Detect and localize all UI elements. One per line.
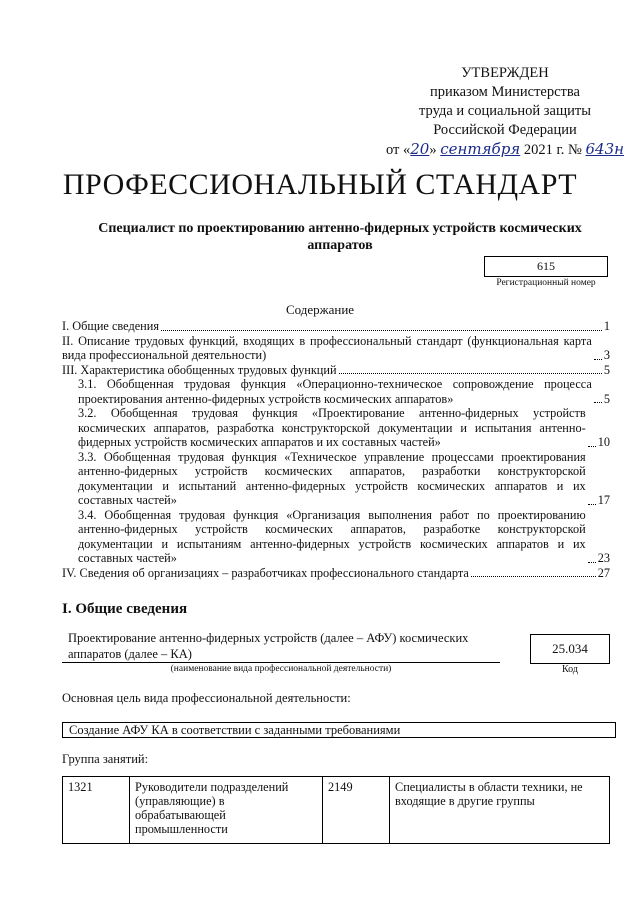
approval-number: 643н [585,140,625,158]
approval-year: 2021 г. № [523,142,582,158]
approval-line1: УТВЕРЖДЕН [461,65,549,81]
toc-heading: Содержание [285,302,355,317]
activity-underline [62,662,500,663]
approval-line4: Российской Федерации [433,122,577,138]
approval-line2: приказом Министерства [430,84,580,100]
table-of-contents [62,319,610,580]
toc-entry[interactable]: 3.4. Обобщенная трудовая функция «Организация выполнения работ по проектированию антенно-фидерных устройств космических аппаратов, разработке конструкторской документации и испытаниям антенно-фидерных устройств космических аппаратов и их составных частей» 23 [78,507,610,565]
section-heading: I. Общие сведения [62,601,188,617]
group-code: 2149 [323,777,390,844]
approval-date: от «20» сентября 2021 г. № 643н [385,140,625,158]
occupation-group-table [62,776,610,844]
document-title: ПРОФЕССИОНАЛЬНЫЙ СТАНДАРТ [62,168,578,201]
goal-text: Создание АФУ КА в соответствии с заданными требованиями [62,722,616,738]
approval-stamp [370,64,640,160]
group-name: Руководители подразделений (управляющие) в обрабатывающей промышленности [130,777,323,844]
toc-entry[interactable]: II. Описание трудовых функций, входящих в профессиональный стандарт (функциональная карта вида профессиональной деятельности) 3 [62,333,610,362]
activity-code: 25.034 [530,634,610,664]
goal-heading: Основная цель вида профессиональной деятельности: [62,691,351,705]
toc-entry[interactable]: I. Общие сведения 1 [62,319,610,333]
registration-label: Регистрационный номер [496,278,596,288]
approval-line3: труда и социальной защиты [419,103,591,119]
code-caption: Код [562,664,578,675]
toc-entry[interactable]: 3.3. Обобщенная трудовая функция «Техническое управление процессами проектирования антенно-фидерных устройств космических аппаратов, разработки конструкторской документации и испытаний антенно-фидерных устройств космических аппаратов и их составных частей» 17 [78,449,610,507]
activity-name: Проектирование антенно-фидерных устройств (далее – АФУ) космических аппаратов (далее – КА) [68,631,469,661]
group-name: Специалисты в области техники, не входящие в другие группы [390,777,610,844]
toc-entry[interactable]: 3.2. Обобщенная трудовая функция «Проектирование антенно-фидерных устройств космических аппаратов, разработка конструкторской документации и испытания антенно-фидерных устройств космических аппаратов и их составных частей» 10 [78,406,610,449]
approval-month: сентября [440,140,521,158]
activity-caption: (наименование вида профессиональной деятельности) [170,664,392,674]
toc-entry[interactable]: IV. Сведения об организациях – разработчиках профессионального стандарта 27 [62,565,610,580]
toc-entry[interactable]: 3.1. Обобщенная трудовая функция «Операционно-техническое сопровождение процесса проектирования антенно-фидерных устройств космических аппаратов» 5 [78,377,610,406]
approval-day: 20 [410,140,430,158]
table-row [63,777,610,844]
group-code: 1321 [63,777,130,844]
registration-number: 615 [484,256,608,277]
group-heading: Группа занятий: [62,752,149,766]
document-subtitle: Специалист по проектированию антенно-фидерных устройств космических аппаратов [98,221,582,253]
toc-entry[interactable]: III. Характеристика обобщенных трудовых функций 5 [62,362,610,377]
